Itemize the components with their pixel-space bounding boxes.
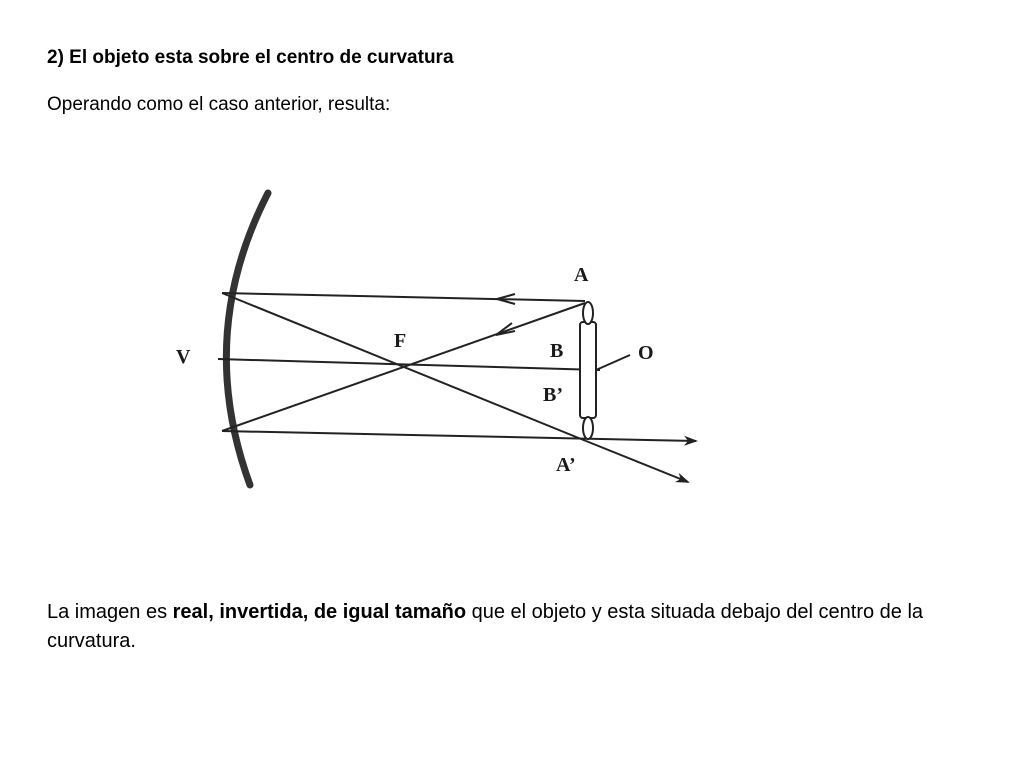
object-top-tip: [583, 302, 593, 324]
ray-reflected-horizontal: [222, 431, 696, 441]
concave-mirror-diagram: [160, 185, 760, 525]
conclusion-text: [47, 598, 947, 656]
label-image-bottom: A’: [556, 454, 576, 476]
label-focus: F: [394, 330, 407, 352]
ray-horizontal-incident: [222, 293, 585, 301]
label-image-mid: B’: [543, 384, 563, 406]
label-object-top: A: [574, 264, 589, 286]
concave-mirror: [226, 193, 268, 485]
label-object-mid: B: [550, 340, 564, 362]
object-image-body: [580, 322, 596, 418]
label-object: O: [638, 342, 654, 364]
conclusion-part-2: que el objeto y esta situada debajo del centro de la curvatura.: [47, 601, 924, 652]
intro-text: Operando como el caso anterior, resulta:: [47, 94, 391, 115]
label-vertex: V: [176, 346, 191, 368]
conclusion-part-1: La imagen es: [47, 601, 173, 623]
conclusion-emphasis: real, invertida, de igual tamaño: [172, 601, 467, 623]
ray-continuation: [586, 441, 688, 482]
slide-title: 2) El objeto esta sobre el centro de curvatura: [47, 47, 454, 68]
object-pointer-line: [596, 355, 630, 370]
image-bottom-tip: [583, 417, 593, 439]
